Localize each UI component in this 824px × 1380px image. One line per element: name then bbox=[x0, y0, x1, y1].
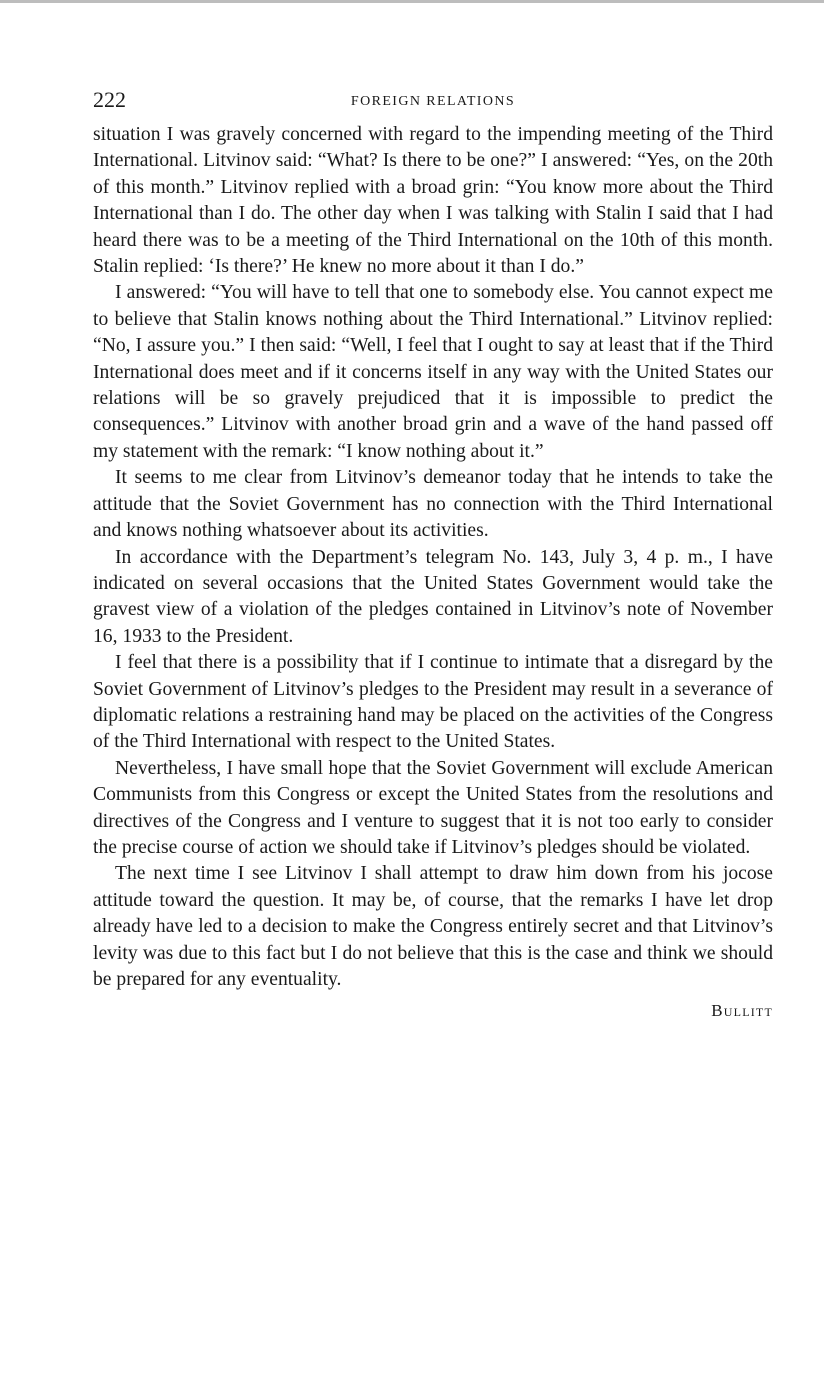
signature: Bullitt bbox=[711, 1001, 773, 1021]
document-page bbox=[93, 86, 773, 1023]
paragraph-6: Nevertheless, I have small hope that the Soviet Government will exclude American Communists from this Congress or except the United States from the resolutions and directives of the Congress and I venture to suggest that it is not too early to consider the precise course of action we should take if Litvinov’s pledges should be violated. bbox=[93, 757, 773, 858]
paragraph-2: I answered: “You will have to tell that one to somebody else. You cannot expect me to believe that Stalin knows nothing about the Third International.” Litvinov replied: “No, I assure you.” I then said: “Well, I feel that I ought to say at least that if the Third International does meet and if it concerns itself in any way with the United States our relations will be so gravely prejudiced that it is impossible to predict the consequences.” Litvinov with another broad grin and a wave of the hand passed off my statement with the remark: “I know nothing about it.” bbox=[93, 282, 773, 462]
running-title: FOREIGN RELATIONS bbox=[350, 94, 516, 109]
paragraph-3: It seems to me clear from Litvinov’s demeanor today that he intends to take the attitude that the Soviet Government has no connection with the Third International and knows nothing whatsoever about its activities. bbox=[93, 467, 773, 542]
paragraph-7: The next time I see Litvinov I shall attempt to draw him down from his jocose attitude toward the question. It may be, of course, that the remarks I have let drop already have led to a decision to make the Congress entirely secret and that Litvinov’s levity was due to this fact but I do not believe that this is the case and think we should be prepared for any eventuality. bbox=[93, 863, 773, 990]
page-top-rule bbox=[0, 0, 824, 3]
page-number: 222 bbox=[93, 87, 126, 112]
paragraph-1: situation I was gravely concerned with regard to the impending meeting of the Third International. Litvinov said: “What? Is there to be one?” I answered: “Yes, on the 20th of this month.” Litvinov replied with a broad grin: “You know more about the Third International than I do. The other day when I was talking with Stalin I said that I had heard there was to be a meeting of the Third International on the 10th of this month. Stalin replied: ‘Is there?’ He knew no more about it than I do.” bbox=[93, 124, 773, 278]
paragraph-4: In accordance with the Department’s telegram No. 143, July 3, 4 p. m., I have indicated on several occasions that the United States Government would take the gravest view of a violation of the pledges contained in Litvinov’s note of November 16, 1933 to the President. bbox=[93, 546, 773, 647]
document-body bbox=[93, 122, 773, 993]
running-head bbox=[93, 86, 773, 122]
paragraph-5: I feel that there is a possibility that if I continue to intimate that a disregard by the Soviet Government of Litvinov’s pledges to the President may result in a severance of diplomatic relations a restraining hand may be placed on the activities of the Congress of the Third International with respect to the United States. bbox=[93, 652, 773, 753]
